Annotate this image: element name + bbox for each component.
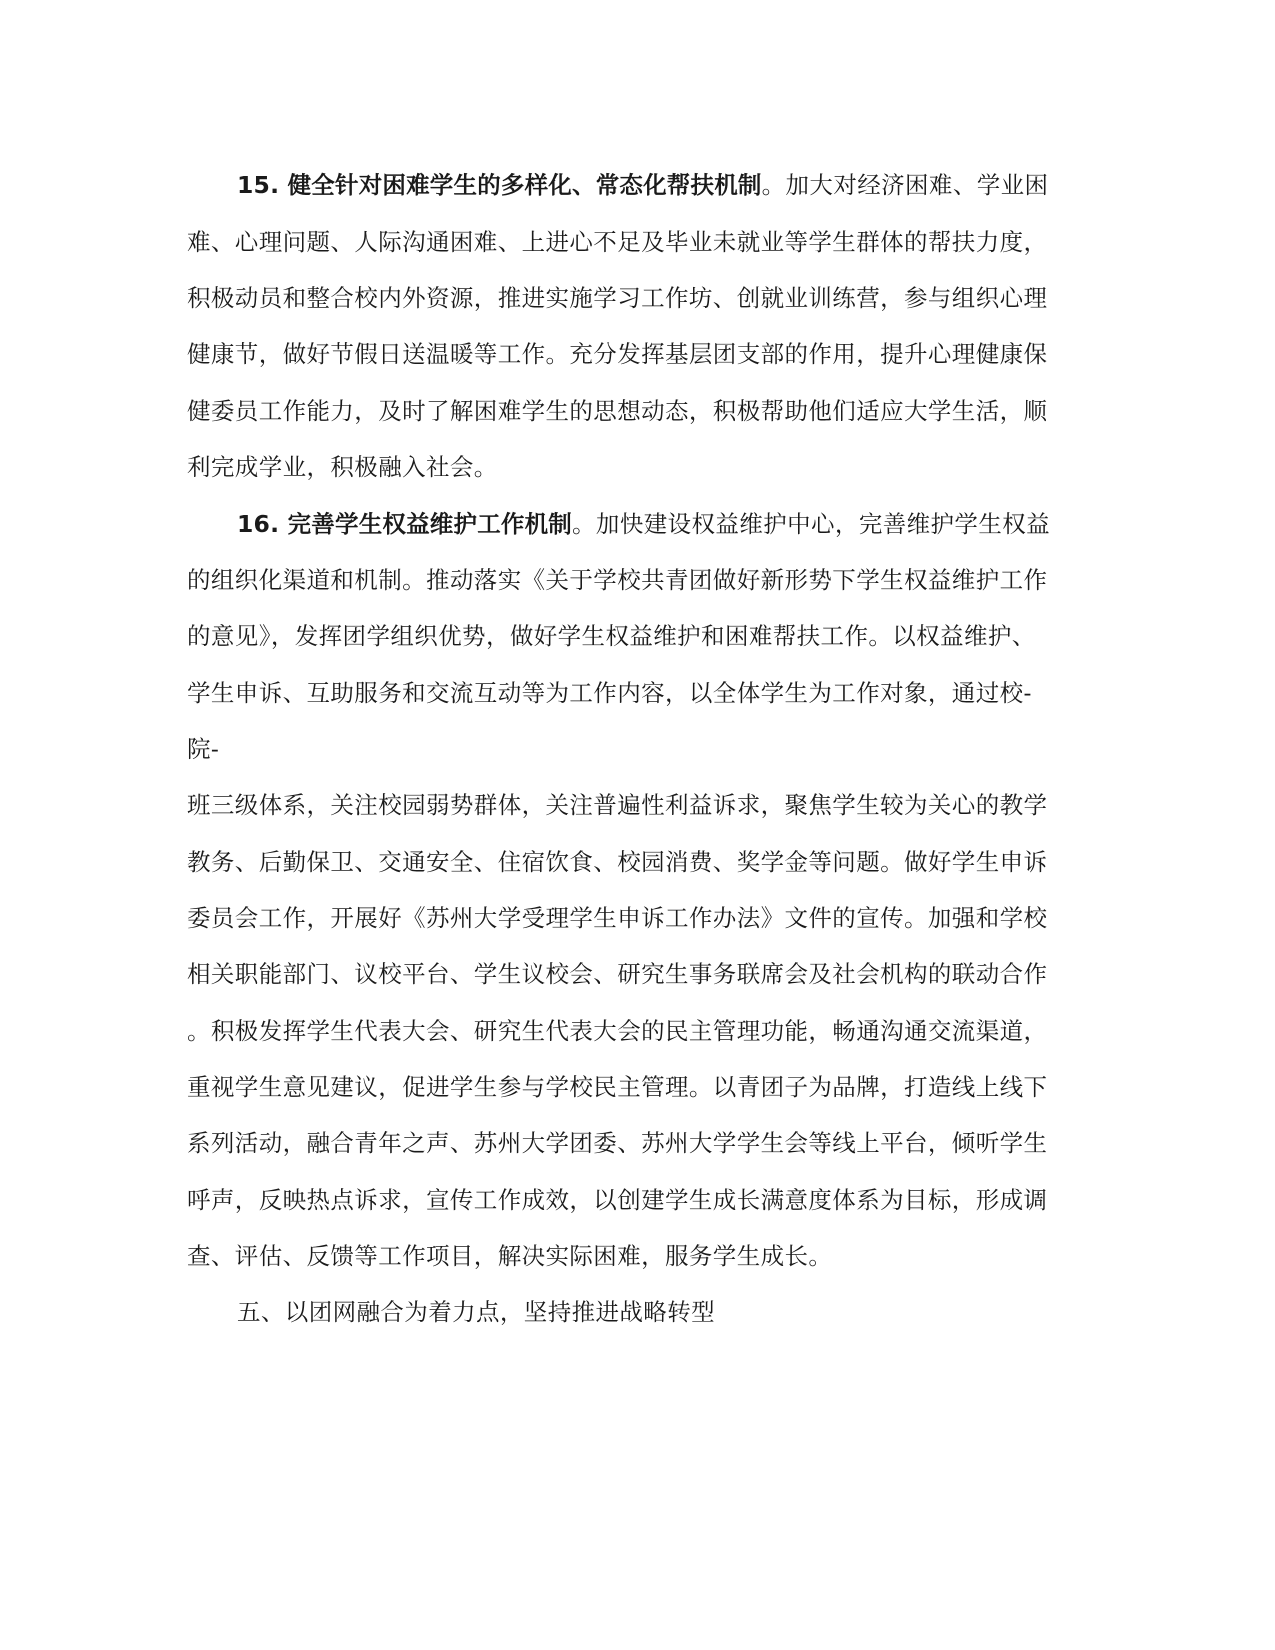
paragraph-line: 利完成学业，积极融入社会。 [187, 453, 498, 481]
section-15-heading: 15. 健全针对困难学生的多样化、常态化帮扶机制 [237, 171, 762, 199]
paragraph-line: 相关职能部门、议校平台、学生议校会、研究生事务联席会及社会机构的联动合作 [187, 960, 1048, 988]
paragraph-line: 健康节，做好节假日送温暖等工作。充分发挥基层团支部的作用，提升心理健康保 [187, 340, 1048, 368]
section-16-heading: 16. 完善学生权益维护工作机制 [237, 510, 573, 538]
paragraph-line: 。积极发挥学生代表大会、研究生代表大会的民主管理功能，畅通沟通交流渠道， [187, 1017, 1048, 1045]
section-5-heading: 五、以团网融合为着力点，坚持推进战略转型 [237, 1298, 715, 1326]
paragraph-line: 积极动员和整合校内外资源，推进实施学习工作坊、创就业训练营，参与组织心理 [187, 284, 1048, 312]
paragraph-line: 委员会工作，开展好《苏州大学受理学生申诉工作办法》文件的宣传。加强和学校 [187, 904, 1048, 932]
paragraph-line: 难、心理问题、人际沟通困难、上进心不足及毕业未就业等学生群体的帮扶力度， [187, 228, 1048, 256]
paragraph-line: 呼声，反映热点诉求，宣传工作成效，以创建学生成长满意度体系为目标，形成调 [187, 1186, 1048, 1214]
section-15-text: 。加大对经济困难、学业困 [761, 171, 1049, 199]
paragraph-line: 重视学生意见建议，促进学生参与学校民主管理。以青团子为品牌，打造线上线下 [187, 1073, 1048, 1101]
paragraph-line: 查、评估、反馈等工作项目，解决实际困难，服务学生成长。 [187, 1242, 833, 1270]
paragraph-line: 健委员工作能力，及时了解困难学生的思想动态，积极帮助他们适应大学生活，顺 [187, 397, 1048, 425]
section-16-first-line [237, 509, 1137, 539]
paragraph-line: 的意见》，发挥团学组织优势，做好学生权益维护和困难帮扶工作。以权益维护、 [187, 622, 1036, 650]
paragraph-line: 学生申诉、互助服务和交流互动等为工作内容，以全体学生为工作对象，通过校- [187, 679, 1032, 707]
paragraph-line: 院- [187, 735, 220, 763]
paragraph-line: 教务、后勤保卫、交通安全、住宿饮食、校园消费、奖学金等问题。做好学生申诉 [187, 848, 1048, 876]
section-15-first-line [237, 170, 1137, 200]
section-16-text: 。加快建设权益维护中心，完善维护学生权益 [572, 510, 1051, 538]
paragraph-line: 班三级体系，关注校园弱势群体，关注普遍性利益诉求，聚焦学生较为关心的教学 [187, 791, 1048, 819]
paragraph-line: 的组织化渠道和机制。推动落实《关于学校共青团做好新形势下学生权益维护工作 [187, 566, 1048, 594]
paragraph-line: 系列活动，融合青年之声、苏州大学团委、苏州大学学生会等线上平台，倾听学生 [187, 1129, 1048, 1157]
